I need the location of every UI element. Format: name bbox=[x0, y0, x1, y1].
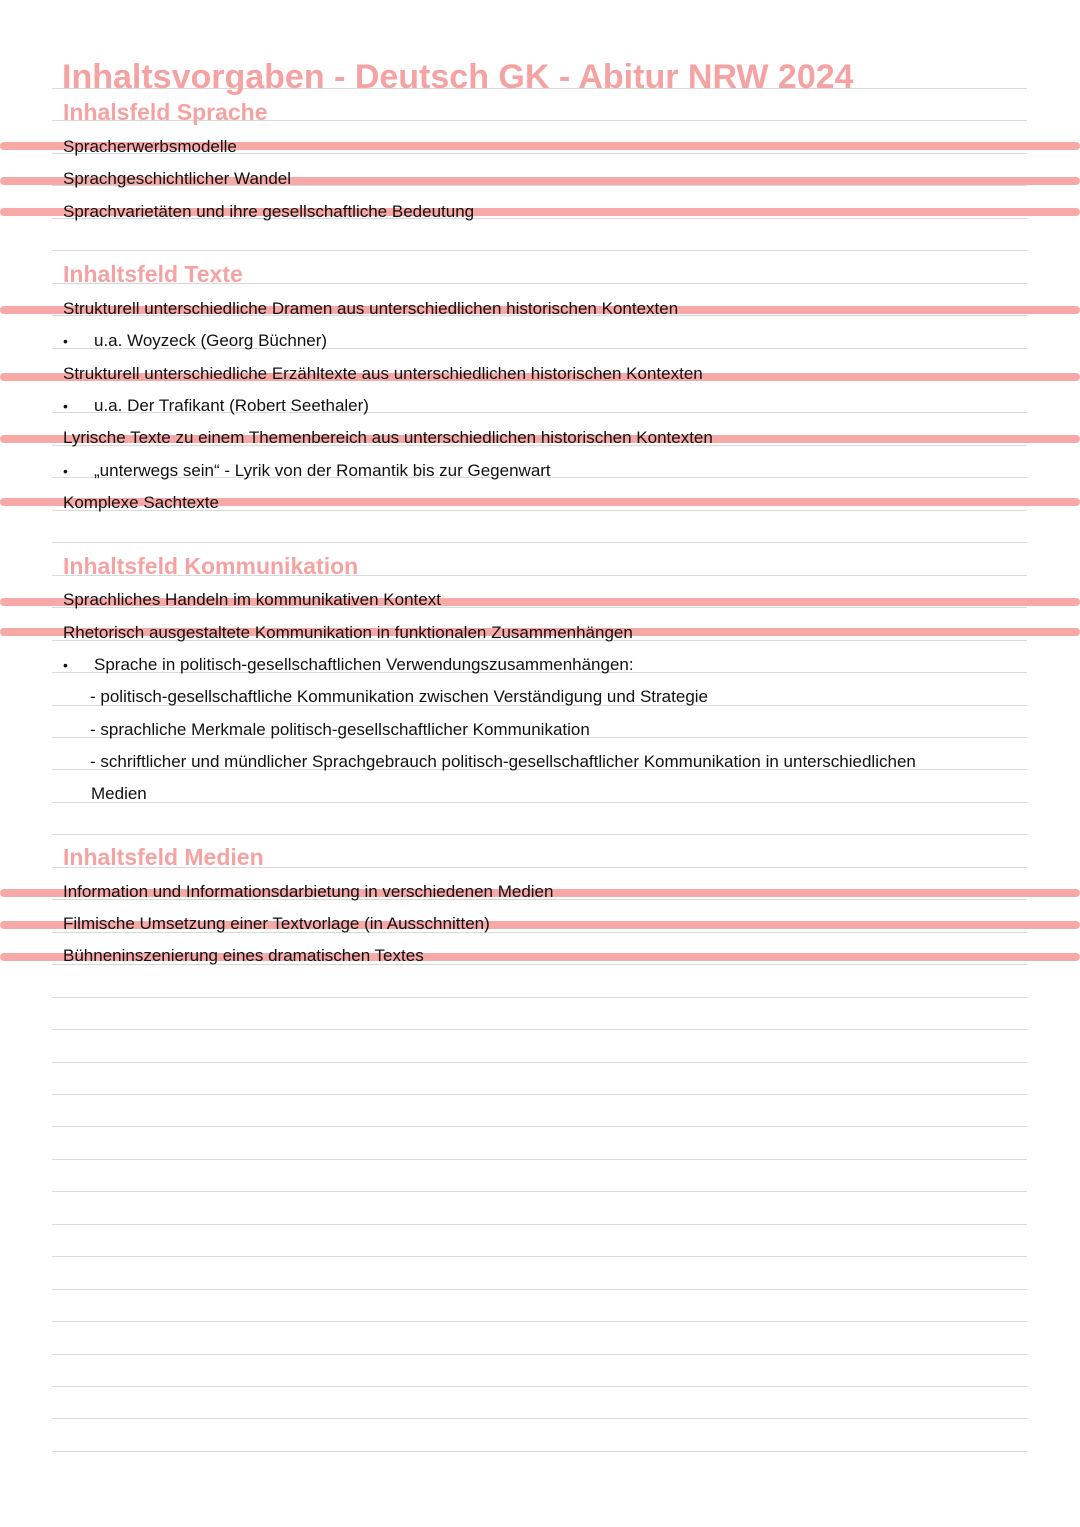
sub-item: - politisch-gesellschaftliche Kommunikation zwischen Verständigung und Strategie bbox=[90, 687, 709, 706]
ruled-line bbox=[52, 1191, 1027, 1192]
sub-item-continuation: Medien bbox=[91, 784, 147, 803]
list-item: Komplexe Sachtexte bbox=[63, 493, 219, 512]
bullet-icon: • bbox=[63, 657, 68, 673]
ruled-line bbox=[52, 1451, 1027, 1452]
section-heading-sprache: Inhalsfeld Sprache bbox=[63, 99, 268, 125]
list-item: Rhetorisch ausgestaltete Kommunikation in funktionalen Zusammenhängen bbox=[63, 623, 633, 642]
ruled-line bbox=[52, 1321, 1027, 1322]
ruled-line bbox=[52, 1062, 1027, 1063]
ruled-line bbox=[52, 997, 1027, 998]
ruled-line bbox=[52, 250, 1027, 251]
bullet-item: Sprache in politisch-gesellschaftlichen Verwendungszusammenhängen: bbox=[94, 655, 634, 674]
ruled-line bbox=[52, 1256, 1027, 1257]
ruled-line bbox=[52, 834, 1027, 835]
list-item: Information und Informationsdarbietung in verschiedenen Medien bbox=[63, 882, 554, 901]
list-item: Sprachvarietäten und ihre gesellschaftliche Bedeutung bbox=[63, 202, 475, 221]
bullet-item: „unterwegs sein“ - Lyrik von der Romantik bis zur Gegenwart bbox=[94, 461, 551, 480]
ruled-line bbox=[52, 1094, 1027, 1095]
section-heading-texte: Inhaltsfeld Texte bbox=[63, 261, 243, 287]
list-item: Bühneninszenierung eines dramatischen Textes bbox=[63, 946, 424, 965]
ruled-line bbox=[52, 1418, 1027, 1419]
ruled-line bbox=[52, 1224, 1027, 1225]
bullet-item: u.a. Woyzeck (Georg Büchner) bbox=[94, 331, 328, 350]
ruled-line bbox=[52, 1126, 1027, 1127]
bullet-icon: • bbox=[63, 333, 68, 349]
ruled-line bbox=[52, 1159, 1027, 1160]
bullet-icon: • bbox=[63, 463, 68, 479]
page-title: Inhaltsvorgaben - Deutsch GK - Abitur NRW 2024 bbox=[62, 58, 854, 96]
list-item: Filmische Umsetzung einer Textvorlage (in Ausschnitten) bbox=[63, 914, 490, 933]
list-item: Lyrische Texte zu einem Themenbereich aus unterschiedlichen historischen Kontexten bbox=[63, 428, 713, 447]
ruled-line bbox=[52, 802, 1027, 803]
list-item: Strukturell unterschiedliche Erzähltexte aus unterschiedlichen historischen Kontexten bbox=[63, 364, 703, 383]
ruled-line bbox=[52, 1029, 1027, 1030]
list-item: Sprachliches Handeln im kommunikativen Kontext bbox=[63, 590, 441, 609]
sub-item: - schriftlicher und mündlicher Sprachgebrauch politisch-gesellschaftlicher Kommunikation in unterschiedlichen bbox=[90, 752, 916, 771]
list-item: Sprachgeschichtlicher Wandel bbox=[63, 169, 292, 188]
section-heading-kommunikation: Inhaltsfeld Kommunikation bbox=[63, 553, 359, 579]
ruled-line bbox=[52, 542, 1027, 543]
list-item: Spracherwerbsmodelle bbox=[63, 137, 237, 156]
ruled-line bbox=[52, 1354, 1027, 1355]
bullet-icon: • bbox=[63, 398, 68, 414]
section-heading-medien: Inhaltsfeld Medien bbox=[63, 844, 264, 870]
ruled-line bbox=[52, 1386, 1027, 1387]
list-item: Strukturell unterschiedliche Dramen aus unterschiedlichen historischen Kontexten bbox=[63, 299, 679, 318]
sub-item: - sprachliche Merkmale politisch-gesellschaftlicher Kommunikation bbox=[90, 720, 590, 739]
bullet-item: u.a. Der Trafikant (Robert Seethaler) bbox=[94, 396, 369, 415]
ruled-line bbox=[52, 1289, 1027, 1290]
